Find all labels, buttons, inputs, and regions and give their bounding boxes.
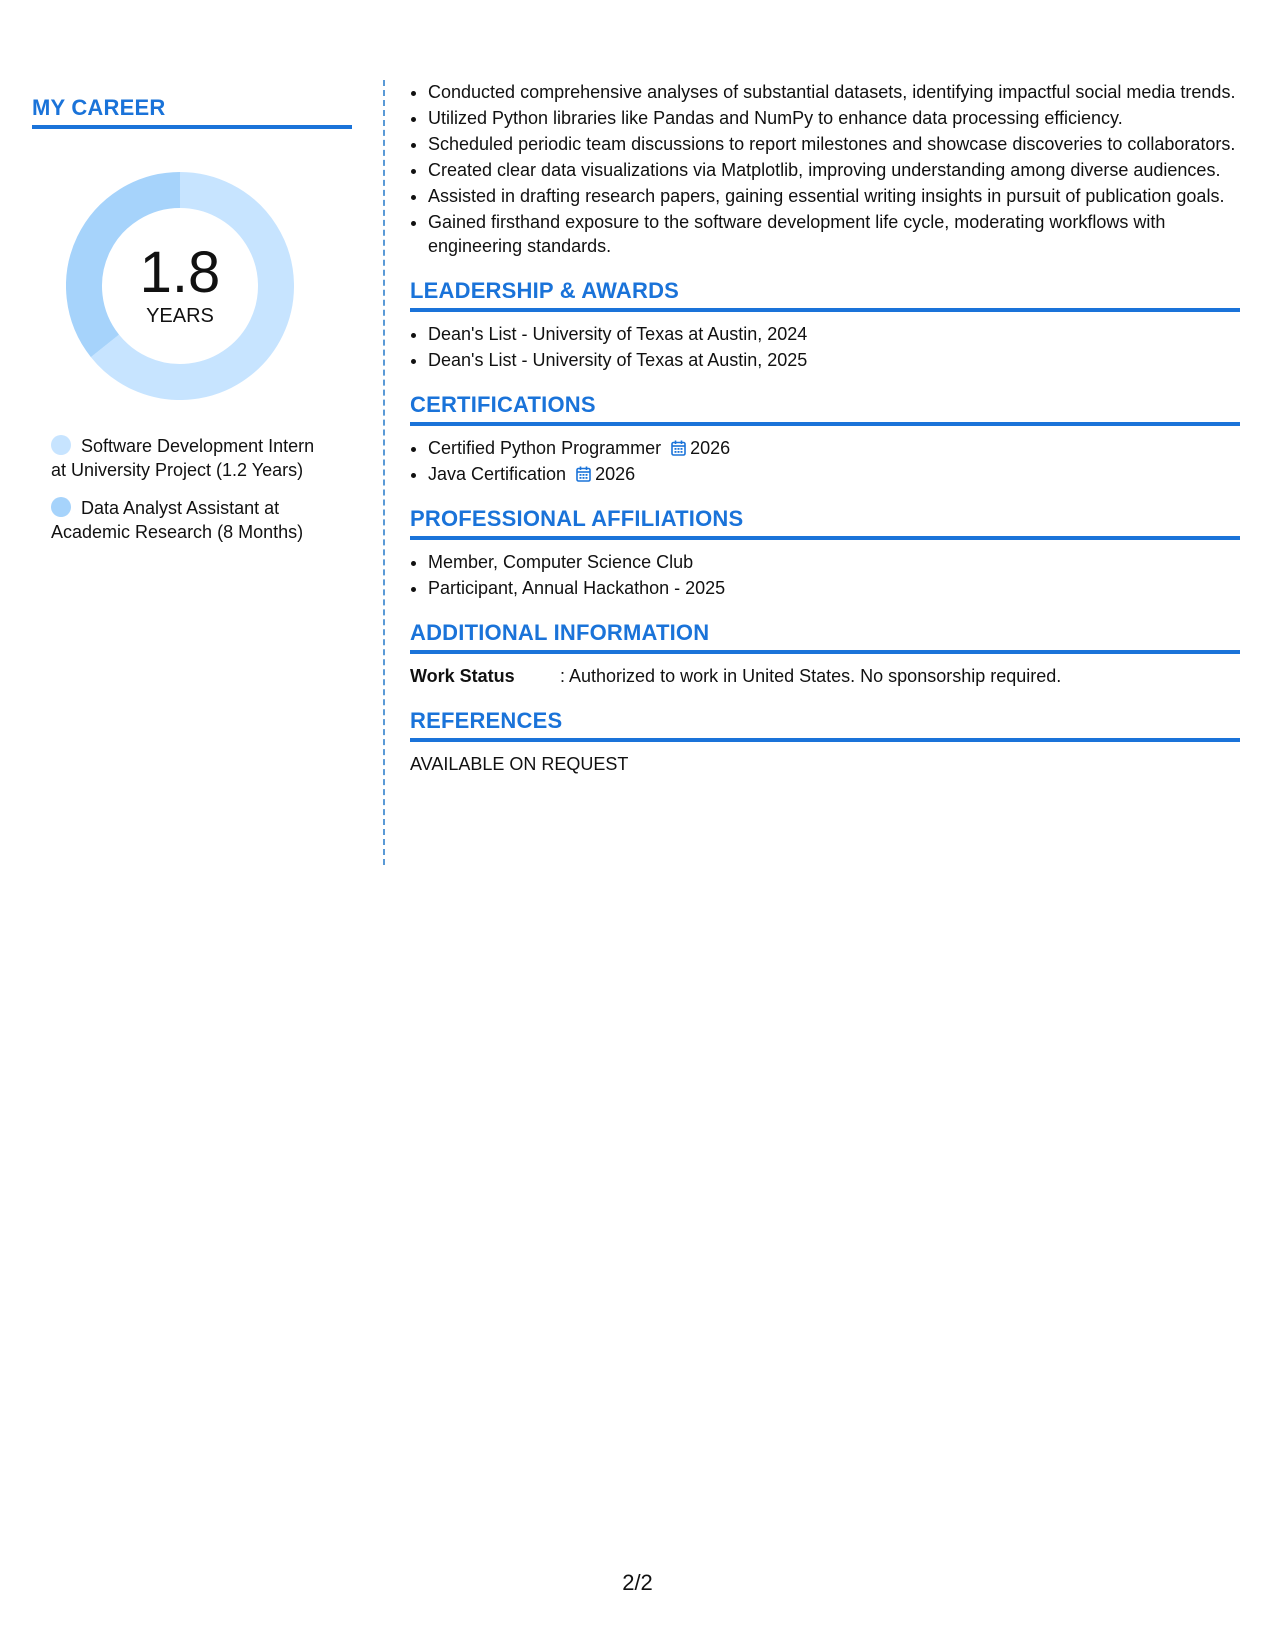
certification-name: Certified Python Programmer [428, 438, 662, 458]
work-status-label: Work Status [410, 666, 515, 686]
certification-year: 2026 [595, 464, 636, 484]
references-title: REFERENCES [410, 708, 1240, 742]
leadership-title: LEADERSHIP & AWARDS [410, 278, 1240, 312]
certifications-list [410, 436, 1240, 486]
legend-item [51, 434, 326, 482]
references-text: AVAILABLE ON REQUEST [410, 754, 629, 774]
list-item: • Dean's List - University of Texas at Austin, 2024 [428, 322, 1240, 346]
list-item: • Created clear data visualizations via Matplotlib, improving understanding among diverse audiences. [428, 158, 1240, 182]
calendar-icon [576, 466, 591, 482]
donut-center [66, 172, 294, 400]
legend-label: Software Development Intern at University Project (1.2 Years) [51, 436, 315, 480]
list-item: • Assisted in drafting research papers, gaining essential writing insights in pursuit of publication goals. [428, 184, 1240, 208]
list-item [428, 436, 1240, 460]
experience-bullets [410, 80, 1240, 258]
leadership-list [410, 322, 1240, 372]
career-total-unit: YEARS [146, 305, 214, 327]
certification-date [576, 464, 635, 484]
list-item: • Participant, Annual Hackathon - 2025 [428, 576, 1240, 600]
career-total-value: 1.8 [139, 240, 221, 305]
certification-year: 2026 [690, 438, 731, 458]
certification-date [671, 438, 730, 458]
calendar-icon [671, 440, 686, 456]
legend-dot-0 [51, 435, 71, 455]
affiliations-title: PROFESSIONAL AFFILIATIONS [410, 506, 1240, 540]
list-item: • Dean's List - University of Texas at Austin, 2025 [428, 348, 1240, 372]
list-item: • Member, Computer Science Club [428, 550, 1240, 574]
certification-name: Java Certification [428, 464, 567, 484]
career-legend [32, 434, 326, 544]
work-status-row [410, 664, 1240, 688]
list-item: • Conducted comprehensive analyses of substantial datasets, identifying impactful social media trends. [428, 80, 1240, 104]
list-item [428, 462, 1240, 486]
list-item: • Utilized Python libraries like Pandas and NumPy to enhance data processing efficiency. [428, 106, 1240, 130]
certifications-title: CERTIFICATIONS [410, 392, 1240, 426]
legend-item [51, 496, 326, 544]
affiliations-list [410, 550, 1240, 600]
legend-dot-1 [51, 497, 71, 517]
career-donut-chart [66, 172, 294, 400]
list-item: • Scheduled periodic team discussions to report milestones and showcase discoveries to collaborators. [428, 132, 1240, 156]
list-item: • Gained firsthand exposure to the software development life cycle, moderating workflows with engineering standards. [428, 210, 1240, 258]
additional-info-title: ADDITIONAL INFORMATION [410, 620, 1240, 654]
column-divider [383, 80, 385, 865]
career-title: MY CAREER [32, 95, 352, 129]
career-column [32, 95, 352, 558]
legend-label: Data Analyst Assistant at Academic Research (8 Months) [51, 498, 304, 542]
page-number: 2/2 [622, 1570, 653, 1595]
work-status-value: : Authorized to work in United States. No sponsorship required. [560, 666, 1062, 686]
main-column [410, 80, 1240, 776]
